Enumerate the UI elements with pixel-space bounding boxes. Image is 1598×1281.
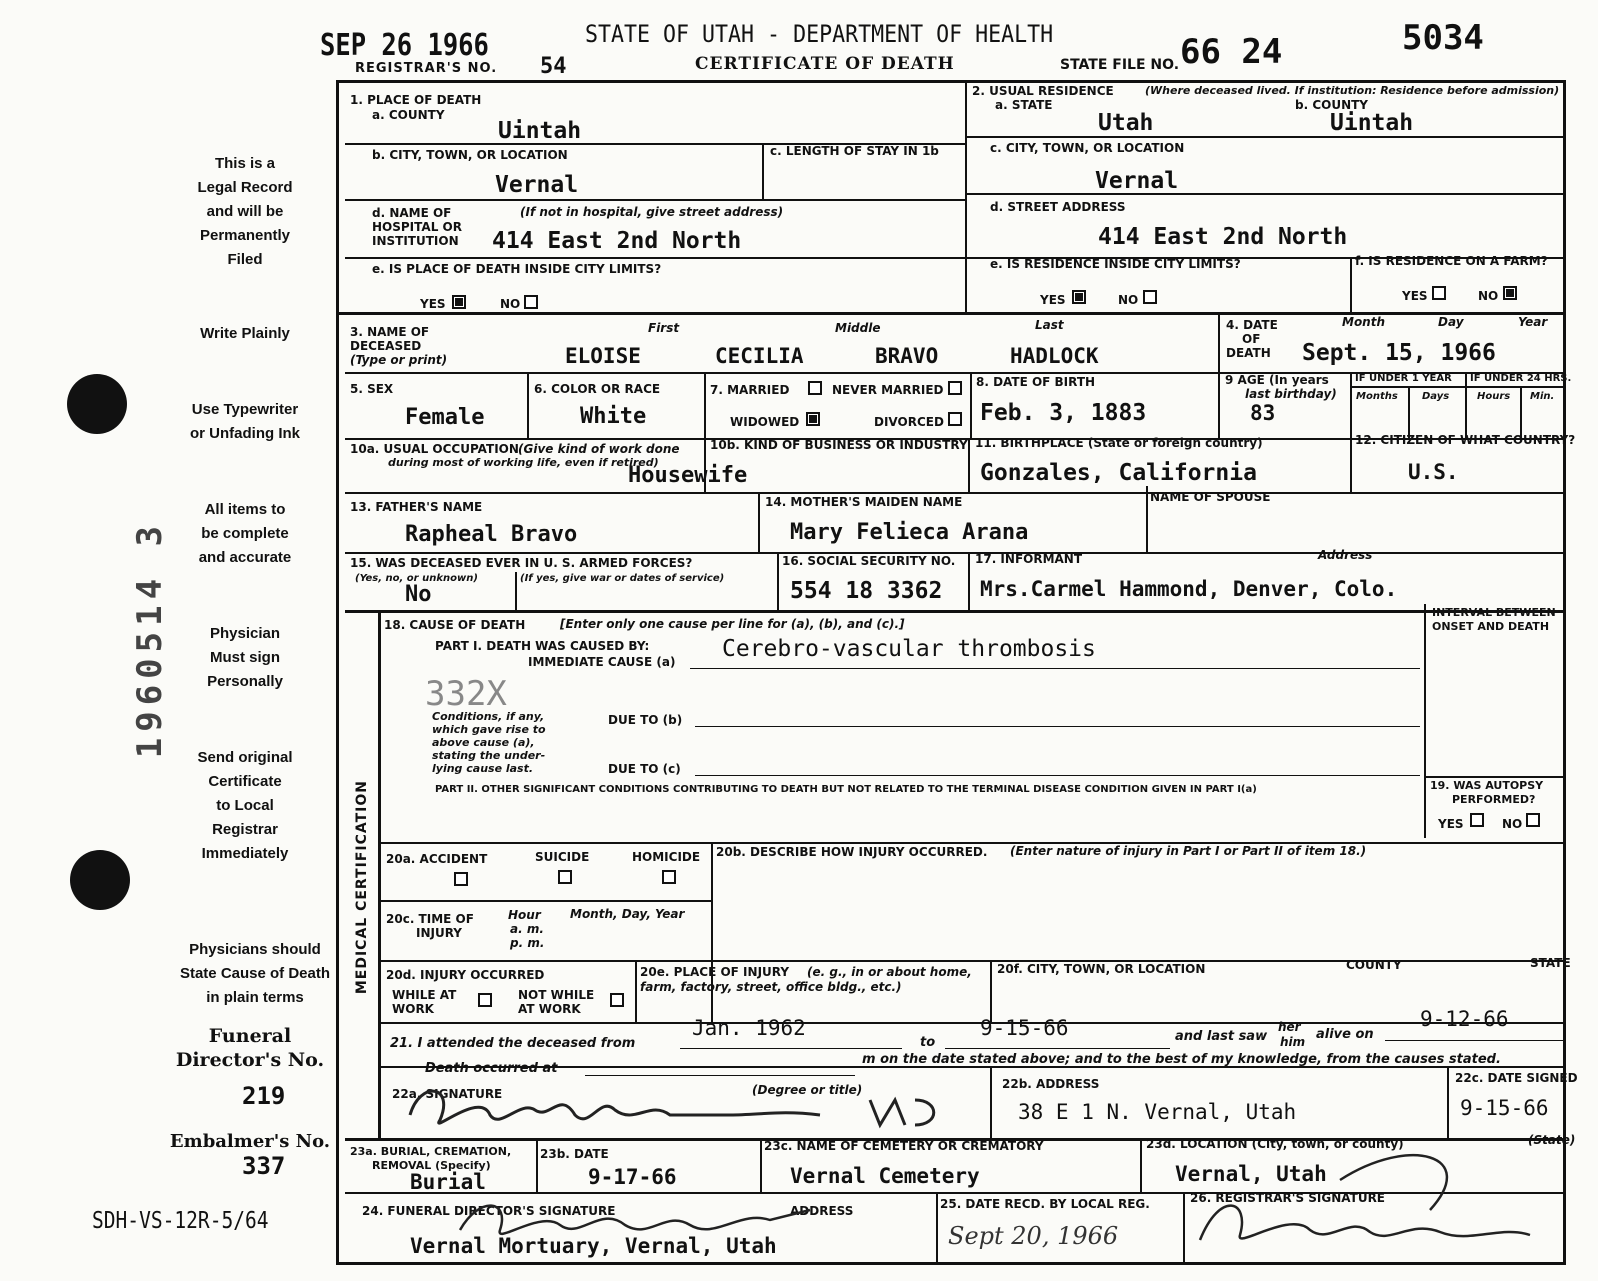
- cause-of-death-label: 18. CAUSE OF DEATH: [384, 618, 526, 632]
- funeral-director-signature-label: 24. FUNERAL DIRECTOR'S SIGNATURE: [362, 1204, 616, 1218]
- residence-county: Uintah: [1330, 110, 1414, 136]
- describe-injury-label: 20b. DESCRIBE HOW INJURY OCCURRED.: [716, 845, 988, 859]
- race-label: 6. COLOR OR RACE: [534, 382, 661, 396]
- binder-hole-bottom: [70, 850, 130, 910]
- father-label: 13. FATHER'S NAME: [350, 500, 483, 514]
- serial-number: 1960514 3: [130, 520, 170, 759]
- months-label: Months: [1356, 391, 1398, 402]
- month-label: Month: [1342, 315, 1386, 329]
- while-at-work-label: WHILE AT WORK: [392, 988, 457, 1016]
- month-day-year-label: Month, Day, Year: [570, 907, 685, 921]
- time-of-injury-label: 20c. TIME OF INJURY: [386, 912, 474, 940]
- mother-label: 14. MOTHER'S MAIDEN NAME: [765, 495, 963, 509]
- cemetery: Vernal Cemetery: [790, 1164, 980, 1188]
- binder-hole-top: [67, 374, 127, 434]
- cause-of-death-note: [Enter only one cause per line for (a), (b), and (c).]: [560, 617, 905, 631]
- hours-label: Hours: [1477, 391, 1511, 402]
- day-label: Day: [1438, 315, 1464, 329]
- death-city: Vernal: [495, 172, 579, 198]
- not-while-at-work-label: NOT WHILE AT WORK: [518, 988, 595, 1016]
- death-county: Uintah: [498, 118, 582, 144]
- am-label: a. m.: [510, 922, 544, 936]
- residence-inside-no-checkbox[interactable]: [1143, 290, 1157, 304]
- immediate-cause: Cerebro-vascular thrombosis: [722, 636, 1096, 662]
- physician-signature: [400, 1070, 980, 1140]
- death-occurred-at-label: Death occurred at: [425, 1061, 558, 1076]
- accident-checkbox[interactable]: [454, 872, 468, 886]
- immediate-cause-label: IMMEDIATE CAUSE (a): [528, 655, 676, 669]
- informant-label: 17. INFORMANT: [975, 552, 1083, 566]
- embalmer-label: Embalmer's No.: [169, 1131, 331, 1152]
- not-while-at-work-checkbox[interactable]: [610, 993, 624, 1007]
- cause-plain-note: Physicians should State Cause of Death in plain terms: [179, 941, 331, 1006]
- due-to-b-label: DUE TO (b): [608, 713, 683, 727]
- homicide-checkbox[interactable]: [662, 870, 676, 884]
- residence-street-label: d. STREET ADDRESS: [990, 200, 1126, 214]
- divorced-label: DIVORCED: [874, 415, 944, 429]
- while-at-work-checkbox[interactable]: [478, 993, 492, 1007]
- age-label: 9 AGE (In years last birthday): [1225, 373, 1337, 401]
- legal-record-note: This is a Legal Record and will be Permanently Filed: [197, 155, 293, 268]
- citizen-label: 12. CITIZEN OF WHAT COUNTRY?: [1355, 433, 1576, 447]
- send-original-note: Send original Certificate to Local Registrar Immediately: [197, 749, 293, 862]
- degree-label: (Degree or title): [752, 1083, 863, 1097]
- attended-from: Jan. 1962: [692, 1016, 806, 1040]
- armed-forces: No: [405, 582, 432, 607]
- hour-label: Hour: [508, 908, 541, 922]
- spouse-label: NAME OF SPOUSE: [1150, 490, 1271, 504]
- date-of-birth-label: 8. DATE OF BIRTH: [976, 375, 1096, 389]
- funeral-director-no: 219: [242, 1082, 286, 1110]
- date-received-label: 25. DATE RECD. BY LOCAL REG.: [940, 1197, 1150, 1211]
- state-file-no: 66 24: [1180, 32, 1283, 72]
- physician-signature-label: 22a. SIGNATURE: [392, 1087, 503, 1101]
- registrar-signature-label: 26. REGISTRAR'S SIGNATURE: [1190, 1191, 1385, 1205]
- citizen: U.S.: [1408, 460, 1459, 484]
- corner-number: 5034: [1402, 18, 1484, 58]
- autopsy-label: 19. WAS AUTOPSY PERFORMED?: [1430, 779, 1544, 806]
- occupation: Housewife: [628, 463, 748, 488]
- hospital-label: d. NAME OF HOSPITAL OR INSTITUTION: [372, 206, 462, 248]
- interval-label: INTERVAL BETWEEN ONSET AND DEATH: [1432, 606, 1556, 633]
- injury-city-label: 20f. CITY, TOWN, OR LOCATION: [997, 962, 1206, 976]
- farm-label: f. IS RESIDENCE ON A FARM?: [1355, 254, 1548, 268]
- deceased-name-label: 3. NAME OF DECEASED (Type or print): [350, 325, 448, 367]
- describe-injury-note: (Enter nature of injury in Part I or Part II of item 18.): [1010, 844, 1367, 858]
- death-city-label: b. CITY, TOWN, OR LOCATION: [372, 148, 568, 162]
- divorced-checkbox[interactable]: [948, 412, 962, 426]
- physician-note: Physician Must sign Personally: [207, 625, 283, 690]
- disposition-label: 23a. BURIAL, CREMATION, REMOVAL (Specify): [350, 1145, 512, 1172]
- married-label: 7. MARRIED: [710, 383, 790, 397]
- inside-city-yes-checkbox[interactable]: [452, 295, 466, 309]
- residence-city-label: c. CITY, TOWN, OR LOCATION: [990, 141, 1185, 155]
- under-24-hours-label: IF UNDER 24 HRS.: [1470, 373, 1572, 384]
- place-of-injury-note-1: (e. g., in or about home,: [807, 965, 972, 979]
- autopsy-no-label: NO: [1502, 817, 1523, 831]
- funeral-director-label: Funeral Director's No.: [175, 1025, 325, 1071]
- last-name: HADLOCK: [1010, 344, 1099, 368]
- informant: Mrs.Carmel Hammond, Denver, Colo.: [980, 577, 1398, 601]
- father-name: Rapheal Bravo: [405, 522, 578, 547]
- occupation-note-1: (Give kind of work done: [518, 442, 680, 456]
- farm-no-checkbox[interactable]: [1503, 286, 1517, 300]
- complete-note: All items to be complete and accurate: [198, 501, 292, 566]
- cemetery-label: 23c. NAME OF CEMETERY OR CREMATORY: [764, 1139, 1044, 1153]
- her-label: her: [1278, 1020, 1301, 1034]
- never-married-label: NEVER MARRIED: [832, 383, 944, 397]
- injury-occurred-label: 20d. INJURY OCCURRED: [386, 968, 545, 982]
- social-security-no: 554 18 3362: [790, 578, 943, 604]
- residence-city: Vernal: [1095, 168, 1179, 194]
- burial-location: Vernal, Utah: [1175, 1162, 1327, 1186]
- suicide-checkbox[interactable]: [558, 870, 572, 884]
- date-of-death: Sept. 15, 1966: [1302, 340, 1496, 366]
- birthplace: Gonzales, California: [980, 460, 1257, 486]
- farm-no-label: NO: [1478, 289, 1499, 303]
- first-name: ELOISE: [565, 344, 641, 368]
- sex-label: 5. SEX: [350, 382, 394, 396]
- alive-on-label: alive on: [1316, 1027, 1374, 1042]
- race: White: [580, 404, 647, 429]
- conditions-note: Conditions, if any, which gave rise to above cause (a), stating the under- lying cause last.: [432, 710, 546, 775]
- ssn-label: 16. SOCIAL SECURITY NO.: [782, 554, 956, 568]
- widowed-label: WIDOWED: [730, 415, 800, 429]
- armed-forces-note-1: (Yes, no, or unknown): [355, 573, 478, 584]
- due-to-c-label: DUE TO (c): [608, 762, 681, 776]
- state-file-label: STATE FILE NO.: [1060, 57, 1180, 73]
- date-of-birth: Feb. 3, 1883: [980, 400, 1147, 426]
- part-one-label: PART I. DEATH WAS CAUSED BY:: [435, 639, 650, 653]
- armed-forces-note-2: (If yes, give war or dates of service): [520, 573, 725, 584]
- funeral-home: Vernal Mortuary, Vernal, Utah: [410, 1234, 777, 1258]
- farm-yes-checkbox[interactable]: [1432, 286, 1446, 300]
- widowed-checkbox[interactable]: [806, 412, 820, 426]
- days-label: Days: [1422, 391, 1450, 402]
- attended-to-label: to: [920, 1035, 936, 1050]
- county-label: a. COUNTY: [372, 108, 445, 122]
- last-saw-label: and last saw: [1175, 1029, 1268, 1044]
- injury-county-label: COUNTY: [1346, 958, 1402, 972]
- burial-date-label: 23b. DATE: [540, 1147, 609, 1161]
- pm-label: p. m.: [510, 936, 545, 950]
- hospital-note: (If not in hospital, give street address): [520, 205, 784, 219]
- middle-name: CECILIA: [715, 344, 804, 368]
- never-married-checkbox[interactable]: [948, 381, 962, 395]
- residence-inside-no-label: NO: [1118, 293, 1139, 307]
- write-plainly-note: Write Plainly: [200, 325, 290, 342]
- usual-residence-note: (Where deceased lived. If institution: Residence before admission): [1145, 84, 1560, 97]
- state-title: STATE OF UTAH - DEPARTMENT OF HEALTH: [585, 20, 1054, 48]
- farm-yes-label: YES: [1402, 289, 1428, 303]
- registrar-no: 54: [540, 54, 567, 79]
- disposition: Burial: [410, 1170, 486, 1194]
- residence-street: 414 East 2nd North: [1098, 224, 1348, 250]
- middle-name-2: BRAVO: [875, 344, 939, 368]
- accident-label: 20a. ACCIDENT: [386, 852, 488, 866]
- funeral-director-signature: [450, 1190, 830, 1245]
- homicide-label: HOMICIDE: [632, 850, 701, 864]
- occupation-label: 10a. USUAL OCCUPATION: [350, 442, 519, 456]
- residence-inside-label: e. IS RESIDENCE INSIDE CITY LIMITS?: [990, 257, 1241, 271]
- business-label: 10b. KIND OF BUSINESS OR INDUSTRY: [710, 438, 968, 452]
- residence-inside-yes-label: YES: [1040, 293, 1066, 307]
- burial-date: 9-17-66: [588, 1165, 677, 1189]
- received-stamp-date: SEP 26 1966: [320, 28, 489, 63]
- length-of-stay-label: c. LENGTH OF STAY IN 1b: [770, 144, 939, 158]
- burial-location-label: 23d. LOCATION (City, town, or county): [1146, 1137, 1404, 1151]
- mother-name: Mary Felieca Arana: [790, 520, 1029, 545]
- medical-certification-label: MEDICAL CERTIFICATION: [354, 780, 370, 995]
- attended-label: 21. I attended the deceased from: [390, 1036, 636, 1051]
- sex: Female: [405, 405, 485, 430]
- occupation-note-2: during most of working life, even if retired): [388, 456, 659, 469]
- inside-city-no-checkbox[interactable]: [524, 295, 538, 309]
- date-signed-label: 22c. DATE SIGNED: [1455, 1071, 1578, 1085]
- registrar-no-label: REGISTRAR'S NO.: [355, 61, 498, 76]
- autopsy-yes-checkbox[interactable]: [1470, 813, 1484, 827]
- usual-residence-label: 2. USUAL RESIDENCE: [972, 84, 1114, 98]
- place-of-injury-note-2: farm, factory, street, office bldg., etc.): [640, 980, 902, 994]
- disease-code: 332X: [425, 674, 507, 714]
- date-of-death-label: 4. DATE OF DEATH: [1226, 318, 1278, 360]
- suicide-label: SUICIDE: [535, 850, 590, 864]
- registrar-signature: [1180, 1140, 1560, 1260]
- date-received: Sept 20, 1966: [948, 1222, 1119, 1250]
- residence-county-label: b. COUNTY: [1295, 98, 1368, 112]
- form-code: SDH-VS-12R-5/64: [92, 1208, 269, 1234]
- residence-state: Utah: [1098, 110, 1154, 136]
- attended-to: 9-15-66: [980, 1016, 1069, 1040]
- residence-state-label: a. STATE: [995, 98, 1053, 112]
- minutes-label: Min.: [1530, 391, 1555, 402]
- year-label: Year: [1518, 315, 1548, 329]
- autopsy-yes-label: YES: [1438, 817, 1464, 831]
- last-seen-alive: 9-12-66: [1420, 1007, 1509, 1031]
- place-of-injury-label: 20e. PLACE OF INJURY: [640, 965, 790, 979]
- inside-city-label: e. IS PLACE OF DEATH INSIDE CITY LIMITS?: [372, 262, 662, 276]
- funeral-director-address-label: ADDRESS: [790, 1204, 854, 1218]
- inside-city-yes-label: YES: [420, 297, 446, 311]
- birthplace-label: 11. BIRTHPLACE (State or foreign country): [975, 436, 1263, 450]
- last-name-label: Last: [1035, 318, 1064, 332]
- inside-city-no-label: NO: [500, 297, 521, 311]
- typewriter-note: Use Typewriter or Unfading Ink: [190, 401, 300, 442]
- age: 83: [1250, 401, 1276, 425]
- injury-state-label: STATE: [1530, 956, 1571, 970]
- burial-state-label: (State): [1528, 1133, 1576, 1147]
- residence-inside-yes-checkbox[interactable]: [1072, 290, 1086, 304]
- him-label: him: [1280, 1035, 1306, 1049]
- part-two-label: PART II. OTHER SIGNIFICANT CONDITIONS CONTRIBUTING TO DEATH BUT NOT RELATED TO THE TERMINAL DISEASE CONDITION GIVEN IN PART I(a): [435, 784, 1257, 795]
- physician-address: 38 E 1 N. Vernal, Utah: [1018, 1100, 1297, 1124]
- death-occurred-tail: m on the date stated above; and to the best of my knowledge, from the causes stated.: [862, 1052, 1501, 1067]
- married-checkbox[interactable]: [808, 381, 822, 395]
- under-one-year-label: IF UNDER 1 YEAR: [1355, 373, 1452, 384]
- physician-address-label: 22b. ADDRESS: [1002, 1077, 1100, 1091]
- first-name-label: First: [648, 321, 680, 335]
- place-of-death-label: 1. PLACE OF DEATH: [350, 93, 482, 107]
- form-title: CERTIFICATE OF DEATH: [695, 54, 955, 74]
- hospital-address: 414 East 2nd North: [492, 228, 742, 254]
- armed-forces-label: 15. WAS DECEASED EVER IN U. S. ARMED FORCES?: [350, 556, 693, 570]
- date-signed: 9-15-66: [1460, 1096, 1549, 1120]
- autopsy-no-checkbox[interactable]: [1526, 813, 1540, 827]
- middle-name-label: Middle: [835, 321, 881, 335]
- informant-address-label: Address: [1318, 548, 1373, 562]
- embalmer-no: 337: [242, 1152, 286, 1180]
